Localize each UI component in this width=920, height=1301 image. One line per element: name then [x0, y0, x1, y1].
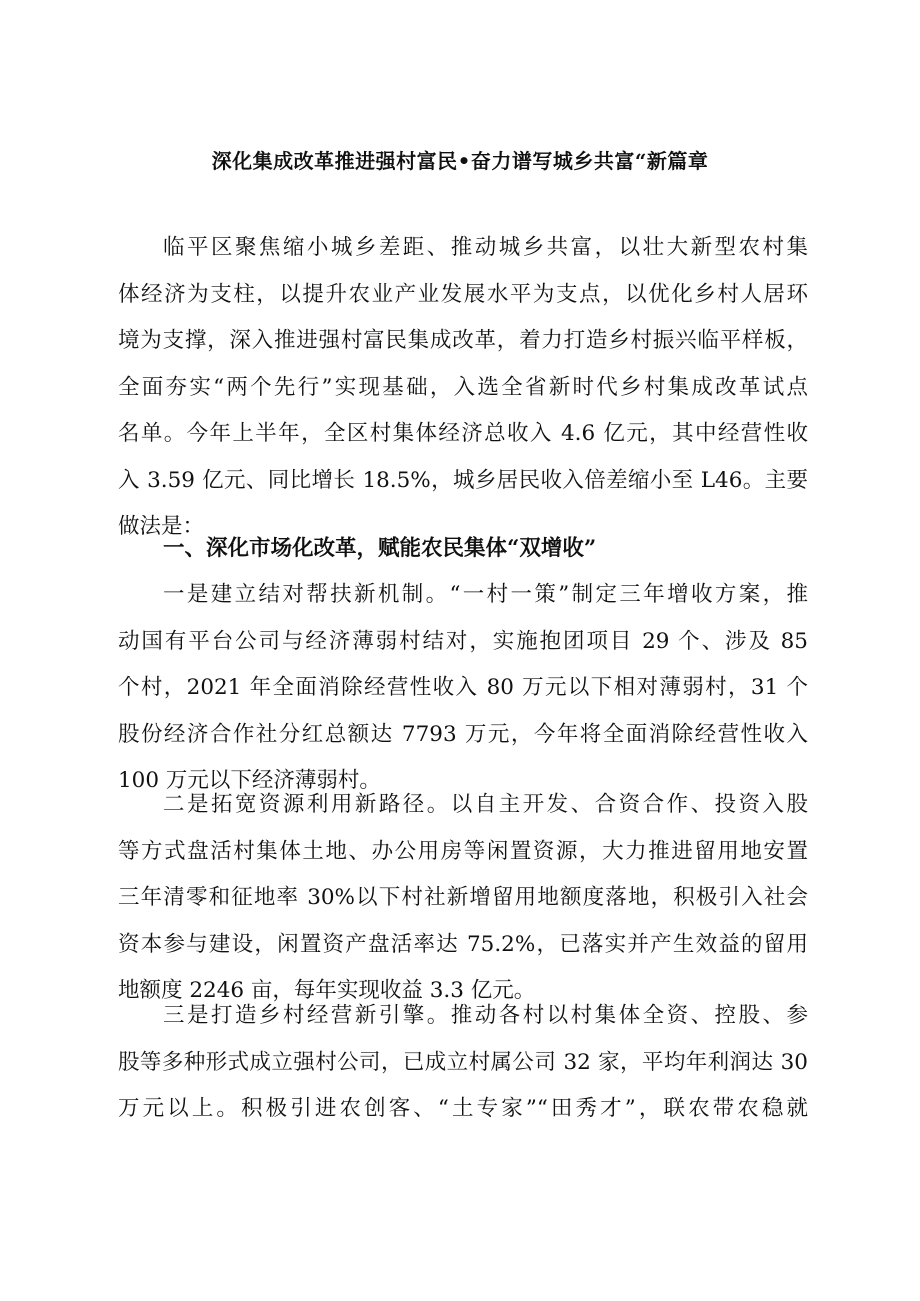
document-title: 深化集成改革推进强村富民•奋力谱写城乡共富“新篇章 — [211, 149, 709, 173]
paragraph-three — [118, 993, 808, 1133]
text-line: 做法是： — [118, 514, 205, 539]
text-line: 全面夯实“两个先行”实现基础，入选全省新时代乡村集成改革试点 — [118, 374, 808, 400]
text-line: 三是打造乡村经营新引擎。推动各村以村集体全资、控股、参 — [163, 1003, 808, 1028]
text-line: 体经济为支柱，以提升农业产业发展水平为支点，以优化乡村人居环 — [118, 281, 808, 307]
intro-paragraph — [118, 225, 808, 551]
text-line: 一是建立结对帮扶新机制。“一村一策”制定三年增收方案，推 — [163, 582, 808, 607]
text-line: 二是拓宽资源利用新路径。以自主开发、合资合作、投资入股 — [163, 792, 808, 817]
text-line: 资本参与建设，闲置资产盘活率达 75.2%，已落实并产生效益的留用 — [118, 931, 808, 957]
text-line: 股份经济合作社分红总额达 7793 万元，今年将全面消除经营性收入 — [118, 721, 808, 747]
section-heading-text: 一、深化市场化改革，赋能农民集体“双增收” — [163, 536, 597, 561]
text-line: 股等多种形式成立强村公司，已成立村属公司 32 家，平均年利润达 30 — [118, 1049, 808, 1075]
section-heading — [118, 526, 808, 573]
paragraph-two — [118, 782, 808, 1015]
text-line: 三年清零和征地率 30%以下村社新增留用地额度落地，积极引入社会 — [118, 885, 808, 910]
text-line: 入 3.59 亿元、同比增长 18.5%，城乡居民收入倍差缩小至 L46。主要 — [118, 467, 808, 493]
text-line: 个村，2021 年全面消除经营性收入 80 万元以下相对薄弱村，31 个 — [118, 675, 808, 700]
text-line: 万元以上。积极引进农创客、“土专家”“田秀才”，联农带农稳就 — [118, 1096, 808, 1121]
text-line: 名单。今年上半年，全区村集体经济总收入 4.6 亿元，其中经营性收 — [118, 421, 808, 446]
text-line: 动国有平台公司与经济薄弱村结对，实施抱团项目 29 个、涉及 85 — [118, 628, 808, 654]
text-line: 境为支撑，深入推进强村富民集成改革，着力打造乡村振兴临平样板， — [118, 328, 808, 353]
paragraph-one — [118, 572, 808, 805]
text-line: 地额度 2246 亩，每年实现收益 3.3 亿元。 — [118, 978, 536, 1003]
text-line: 等方式盘活村集体土地、办公用房等闲置资源，大力推进留用地安置 — [118, 838, 808, 864]
text-line: 临平区聚焦缩小城乡差距、推动城乡共富，以壮大新型农村集 — [163, 235, 808, 260]
text-line: 100 万元以下经济薄弱村。 — [118, 768, 381, 793]
